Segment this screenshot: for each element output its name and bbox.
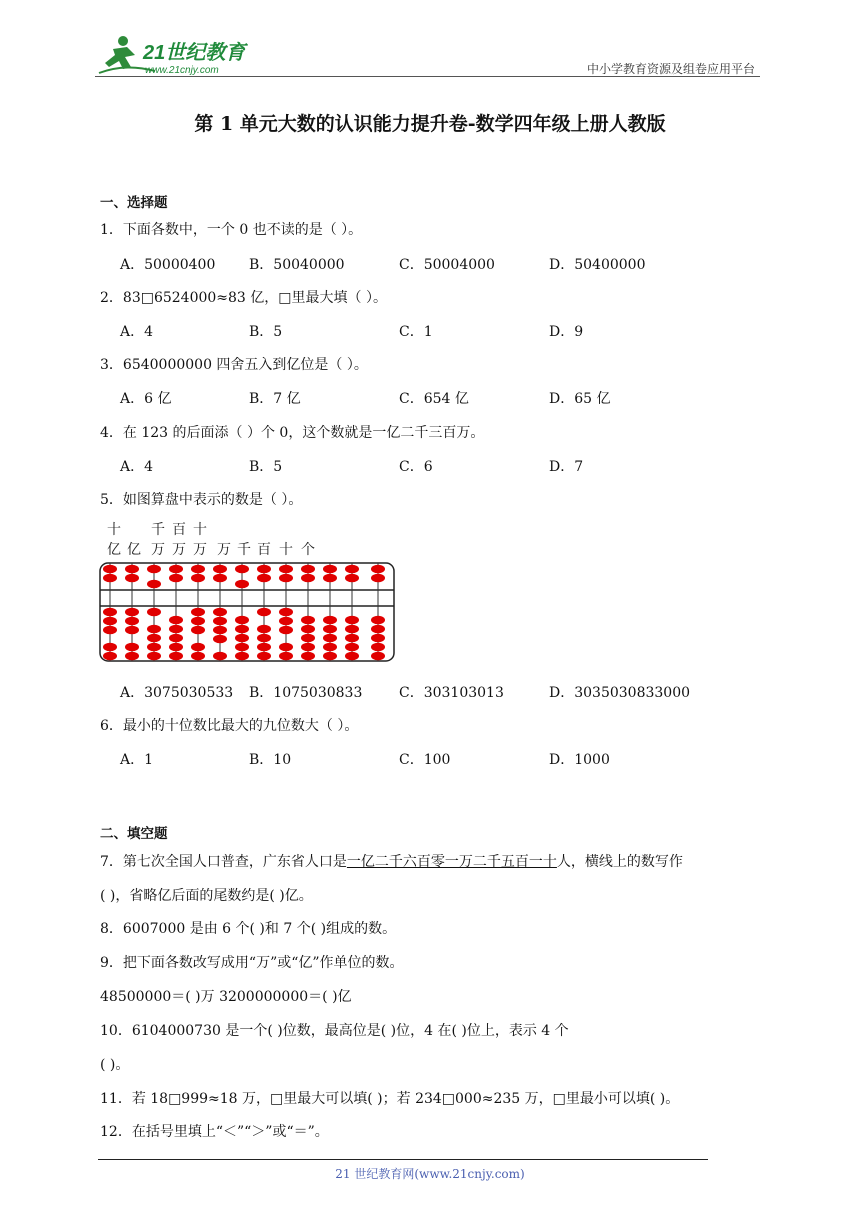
q7-underlined: 一亿二千六百零一万二千五百一十 bbox=[346, 854, 557, 870]
question-9: 9．把下面各数改写成用“万”或“亿”作单位的数。 bbox=[100, 955, 404, 971]
abacus-bead-lower bbox=[371, 643, 385, 652]
abacus-label-bottom: 千 bbox=[237, 542, 251, 558]
abacus-bead-lower bbox=[213, 617, 227, 626]
abacus-bead-upper bbox=[169, 574, 183, 583]
question-1-stem: 1．下面各数中，一个 0 也不读的是（ ）。 bbox=[100, 222, 363, 238]
abacus-bead-lower bbox=[279, 617, 293, 626]
abacus-bead-upper bbox=[279, 574, 293, 583]
q2-option-c: C．1 bbox=[399, 324, 433, 340]
abacus-bead-lower bbox=[235, 634, 249, 643]
abacus-bead-lower bbox=[323, 616, 337, 625]
abacus-bead-upper bbox=[235, 565, 249, 574]
q1-option-d: D．50400000 bbox=[549, 257, 646, 273]
q3-option-c: C．654 亿 bbox=[399, 391, 469, 407]
abacus-bead-lower bbox=[169, 625, 183, 634]
abacus-bead-lower bbox=[125, 626, 139, 635]
abacus-bead-lower bbox=[147, 643, 161, 652]
q4-option-d: D．7 bbox=[549, 459, 584, 475]
abacus-bead-lower bbox=[213, 608, 227, 617]
question-5-stem: 5．如图算盘中表示的数是（ ）。 bbox=[100, 492, 303, 508]
abacus-bead-lower bbox=[125, 643, 139, 652]
section-heading-fill: 二、填空题 bbox=[100, 826, 168, 842]
q1-option-a: A．50000400 bbox=[120, 257, 216, 273]
site-logo bbox=[95, 33, 265, 79]
abacus-bead-lower bbox=[191, 626, 205, 635]
abacus-bead-upper bbox=[301, 565, 315, 574]
abacus-bead-lower bbox=[279, 626, 293, 635]
q2-option-a: A．4 bbox=[120, 324, 154, 340]
abacus-bead-lower bbox=[279, 608, 293, 617]
abacus-bead-lower bbox=[301, 634, 315, 643]
q3-option-a: A．6 亿 bbox=[120, 391, 172, 407]
abacus-bead-lower bbox=[301, 616, 315, 625]
abacus-bead-upper bbox=[257, 565, 271, 574]
abacus-bead-lower bbox=[169, 652, 183, 661]
abacus-bead-lower bbox=[147, 652, 161, 661]
abacus-bead-upper bbox=[103, 574, 117, 583]
abacus-bead-upper bbox=[125, 565, 139, 574]
abacus-bead-lower bbox=[191, 608, 205, 617]
abacus-bead-lower bbox=[191, 652, 205, 661]
abacus-bead-upper bbox=[125, 574, 139, 583]
logo-text: 21世纪教育 bbox=[143, 42, 246, 64]
abacus-bead-lower bbox=[371, 616, 385, 625]
abacus-bead-upper bbox=[147, 565, 161, 574]
q5-option-d: D．3035030833000 bbox=[549, 685, 691, 701]
abacus-bead-lower bbox=[345, 616, 359, 625]
abacus-bead-upper bbox=[371, 574, 385, 583]
abacus-label-bottom: 万 bbox=[217, 542, 231, 558]
abacus-label-top: 十 bbox=[107, 522, 121, 538]
q3-option-b: B．7 亿 bbox=[249, 391, 301, 407]
abacus-bead-lower bbox=[257, 625, 271, 634]
abacus-bead-lower bbox=[323, 652, 337, 661]
q7-prefix: 7．第七次全国人口普查，广东省人口是 bbox=[100, 854, 347, 870]
abacus-bead-lower bbox=[169, 643, 183, 652]
q6-option-b: B．10 bbox=[249, 752, 292, 768]
abacus-bead-upper bbox=[323, 565, 337, 574]
question-7-line1 bbox=[100, 851, 683, 871]
abacus-bead-upper bbox=[147, 580, 161, 589]
q1-option-b: B．50040000 bbox=[249, 257, 345, 273]
abacus-bead-lower bbox=[147, 608, 161, 617]
abacus-bead-lower bbox=[345, 643, 359, 652]
abacus-bead-lower bbox=[191, 643, 205, 652]
abacus-label-bottom: 万 bbox=[193, 542, 207, 558]
q2-option-d: D．9 bbox=[549, 324, 584, 340]
abacus-bead-lower bbox=[345, 634, 359, 643]
q6-option-d: D．1000 bbox=[549, 752, 610, 768]
abacus-bead-upper bbox=[323, 574, 337, 583]
abacus-bead-upper bbox=[103, 565, 117, 574]
q3-option-d: D．65 亿 bbox=[549, 391, 611, 407]
abacus-bead-upper bbox=[191, 574, 205, 583]
abacus-bead-lower bbox=[147, 625, 161, 634]
abacus-bead-lower bbox=[213, 652, 227, 661]
abacus-bead-lower bbox=[103, 617, 117, 626]
abacus-bead-lower bbox=[301, 652, 315, 661]
abacus-bead-lower bbox=[213, 635, 227, 644]
abacus-bead-lower bbox=[345, 652, 359, 661]
abacus-bead-upper bbox=[169, 565, 183, 574]
abacus-figure bbox=[98, 518, 398, 668]
q7-suffix: 人，横线上的数写作 bbox=[556, 854, 683, 870]
abacus-bead-upper bbox=[235, 580, 249, 589]
page-title: 第 1 单元大数的认识能力提升卷-数学四年级上册人教版 bbox=[194, 113, 666, 135]
abacus-bead-lower bbox=[147, 634, 161, 643]
abacus-label-bottom: 亿 bbox=[107, 542, 121, 558]
question-12: 12．在括号里填上“＜”“＞”或“＝”。 bbox=[100, 1124, 329, 1140]
abacus-bead-lower bbox=[257, 652, 271, 661]
q5-option-b: B．1075030833 bbox=[249, 685, 363, 701]
abacus-bead-upper bbox=[371, 565, 385, 574]
abacus-bead-lower bbox=[125, 608, 139, 617]
abacus-bead-upper bbox=[301, 574, 315, 583]
abacus-bead-lower bbox=[235, 625, 249, 634]
abacus-bead-upper bbox=[345, 574, 359, 583]
abacus-bead-lower bbox=[125, 617, 139, 626]
abacus-bead-lower bbox=[345, 625, 359, 634]
question-7-line2: ( )，省略亿后面的尾数约是( )亿。 bbox=[100, 888, 313, 904]
logo-url: www.21cnjy.com bbox=[145, 65, 219, 76]
abacus-bead-lower bbox=[323, 625, 337, 634]
abacus-bead-lower bbox=[103, 626, 117, 635]
abacus-bead-lower bbox=[371, 634, 385, 643]
q4-option-b: B．5 bbox=[249, 459, 283, 475]
abacus-bead-lower bbox=[235, 652, 249, 661]
question-2-stem: 2．83□6524000≈83 亿，□里最大填（ ）。 bbox=[100, 290, 387, 306]
abacus-bead-lower bbox=[125, 652, 139, 661]
question-6-stem: 6．最小的十位数比最大的九位数大（ ）。 bbox=[100, 718, 359, 734]
question-9-items: 48500000＝( )万 3200000000＝( )亿 bbox=[100, 989, 352, 1005]
abacus-bead-lower bbox=[103, 608, 117, 617]
abacus-bead-lower bbox=[235, 643, 249, 652]
abacus-bead-lower bbox=[213, 626, 227, 635]
abacus-bead-upper bbox=[279, 565, 293, 574]
abacus-label-bottom: 万 bbox=[151, 542, 165, 558]
abacus-bead-upper bbox=[213, 574, 227, 583]
q5-option-a: A．3075030533 bbox=[120, 685, 234, 701]
abacus-bead-lower bbox=[169, 634, 183, 643]
abacus-bead-upper bbox=[213, 565, 227, 574]
abacus-label-top: 千 bbox=[151, 522, 165, 538]
question-10-line1: 10．6104000730 是一个( )位数，最高位是( )位，4 在( )位上，表示 4 个 bbox=[100, 1023, 569, 1039]
abacus-label-bottom: 亿 bbox=[127, 542, 141, 558]
q1-option-c: C．50004000 bbox=[399, 257, 495, 273]
abacus-bead-lower bbox=[371, 652, 385, 661]
q4-option-a: A．4 bbox=[120, 459, 154, 475]
abacus-bead-lower bbox=[323, 634, 337, 643]
abacus-label-bottom: 十 bbox=[279, 542, 293, 558]
abacus-bead-lower bbox=[103, 652, 117, 661]
abacus-bead-lower bbox=[301, 643, 315, 652]
question-11: 11．若 18□999≈18 万，□里最大可以填( )；若 234□000≈235 万，□里最小可以填( )。 bbox=[100, 1091, 680, 1107]
question-8: 8．6007000 是由 6 个( )和 7 个( )组成的数。 bbox=[100, 921, 397, 937]
header-divider bbox=[95, 76, 760, 77]
q6-option-a: A．1 bbox=[120, 752, 154, 768]
abacus-label-bottom: 万 bbox=[172, 542, 186, 558]
abacus-label-bottom: 百 bbox=[257, 542, 271, 558]
footer-divider bbox=[98, 1159, 708, 1160]
abacus-bead-lower bbox=[257, 634, 271, 643]
q6-option-c: C．100 bbox=[399, 752, 451, 768]
abacus-bead-lower bbox=[279, 643, 293, 652]
abacus-bead-lower bbox=[371, 625, 385, 634]
q5-option-c: C．303103013 bbox=[399, 685, 504, 701]
abacus-bead-lower bbox=[279, 652, 293, 661]
abacus-bead-upper bbox=[257, 574, 271, 583]
question-3-stem: 3．6540000000 四舍五入到亿位是（ ）。 bbox=[100, 357, 368, 373]
abacus-bead-lower bbox=[235, 616, 249, 625]
footer-text: 21 世纪教育网(www.21cnjy.com) bbox=[335, 1167, 525, 1181]
abacus-bead-lower bbox=[103, 643, 117, 652]
abacus-label-top: 十 bbox=[193, 522, 207, 538]
question-10-line2: ( )。 bbox=[100, 1057, 130, 1073]
abacus-bead-lower bbox=[169, 616, 183, 625]
abacus-bead-lower bbox=[191, 617, 205, 626]
question-4-stem: 4．在 123 的后面添（ ）个 0，这个数就是一亿二千三百万。 bbox=[100, 425, 485, 441]
header-platform-text: 中小学教育资源及组卷应用平台 bbox=[586, 62, 755, 76]
abacus-bead-lower bbox=[301, 625, 315, 634]
abacus-label-bottom: 个 bbox=[301, 542, 315, 558]
abacus-bead-lower bbox=[323, 643, 337, 652]
abacus-bead-upper bbox=[345, 565, 359, 574]
abacus-label-top: 百 bbox=[172, 522, 186, 538]
q2-option-b: B．5 bbox=[249, 324, 283, 340]
q4-option-c: C．6 bbox=[399, 459, 433, 475]
abacus-bead-lower bbox=[257, 608, 271, 617]
abacus-bead-lower bbox=[257, 643, 271, 652]
section-heading-choice: 一、选择题 bbox=[100, 195, 168, 211]
abacus-bead-upper bbox=[191, 565, 205, 574]
